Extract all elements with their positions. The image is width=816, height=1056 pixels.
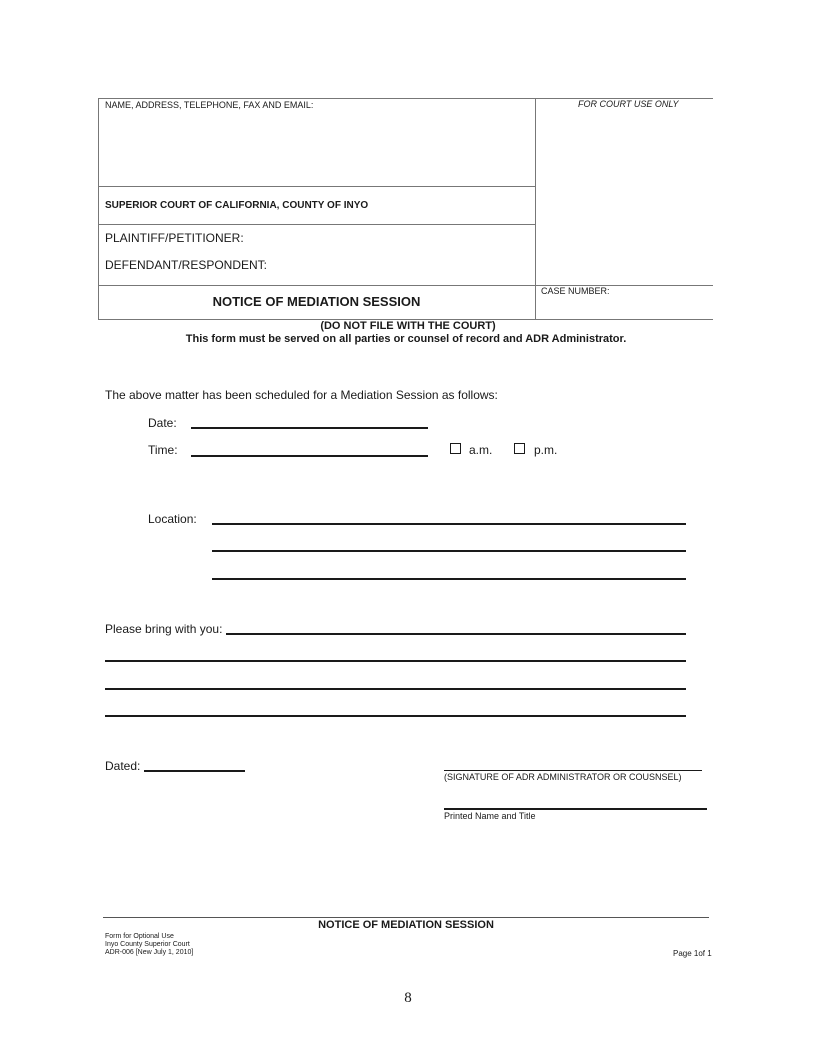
footer-form-info <box>105 933 193 957</box>
am-label: a.m. <box>469 443 493 457</box>
location-field-line-3[interactable] <box>212 578 686 580</box>
bring-field-line-1[interactable] <box>226 633 686 635</box>
title-row-border <box>98 285 713 286</box>
date-field[interactable] <box>191 427 428 429</box>
served-notice: This form must be served on all parties or counsel of record and ADR Administrator. <box>185 333 627 345</box>
location-field-line-2[interactable] <box>212 550 686 552</box>
intro-text: The above matter has been scheduled for a Mediation Session as follows: <box>105 388 498 402</box>
parties-row-border <box>98 224 535 225</box>
printed-name-caption: Printed Name and Title <box>444 811 536 821</box>
signature-line[interactable] <box>444 770 702 771</box>
dated-label: Dated: <box>105 759 141 773</box>
bring-field-line-2[interactable] <box>105 660 686 662</box>
time-field[interactable] <box>191 455 428 457</box>
footer-line-2: Inyo County Superior Court <box>105 941 190 948</box>
pm-checkbox[interactable] <box>514 443 525 454</box>
date-label: Date: <box>148 416 177 430</box>
name-address-label: NAME, ADDRESS, TELEPHONE, FAX AND EMAIL: <box>105 100 314 110</box>
signature-caption: (SIGNATURE OF ADR ADMINISTRATOR OR COUSNSEL) <box>444 772 682 782</box>
court-name: SUPERIOR COURT OF CALIFORNIA, COUNTY OF INYO <box>105 200 369 211</box>
form-title: NOTICE OF MEDIATION SESSION <box>212 294 421 309</box>
footer-title: NOTICE OF MEDIATION SESSION <box>318 919 494 931</box>
printed-name-line[interactable] <box>444 808 707 810</box>
footer-page-info: Page 1of 1 <box>673 949 712 958</box>
am-checkbox[interactable] <box>450 443 461 454</box>
defendant-label: DEFENDANT/RESPONDENT: <box>105 258 268 272</box>
court-use-label: FOR COURT USE ONLY <box>578 99 679 109</box>
time-label: Time: <box>148 443 178 457</box>
box-middle-divider <box>535 98 536 320</box>
location-field-line-1[interactable] <box>212 523 686 525</box>
page-number: 8 <box>404 990 412 1006</box>
case-number-label: CASE NUMBER: <box>541 286 610 296</box>
footer-line-1: Form for Optional Use <box>105 933 174 940</box>
location-label: Location: <box>148 512 197 526</box>
footer-line-3: ADR-006 [New July 1, 2010] <box>105 949 194 956</box>
plaintiff-label: PLAINTIFF/PETITIONER: <box>105 231 244 245</box>
do-not-file-notice: (DO NOT FILE WITH THE COURT) <box>320 320 496 332</box>
court-row-border <box>98 186 535 187</box>
box-left-border <box>98 98 99 320</box>
bring-field-line-4[interactable] <box>105 715 686 717</box>
bring-field-line-3[interactable] <box>105 688 686 690</box>
dated-field[interactable] <box>144 770 245 772</box>
footer-rule <box>103 917 709 918</box>
bring-label: Please bring with you: <box>105 622 223 636</box>
pm-label: p.m. <box>534 443 558 457</box>
